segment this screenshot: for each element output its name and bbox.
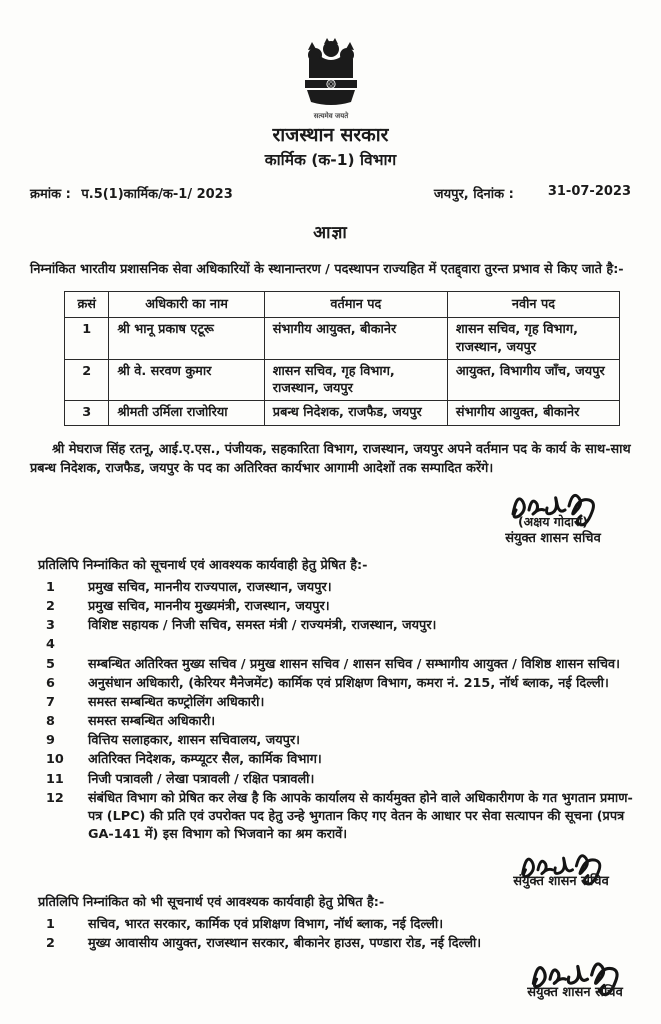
additional-charge-paragraph xyxy=(30,440,635,478)
signatory-designation: संयुक्त शासन सचिव xyxy=(513,874,609,890)
reference-line xyxy=(30,184,631,202)
item-text: अतिरिक्त निदेशक, कम्प्यूटर सैल, कार्मिक विभाग। xyxy=(88,752,322,768)
place-date-group xyxy=(434,184,631,202)
item-text: वित्तिय सलाहकार, शासन सचिवालय, जयपुर। xyxy=(88,733,301,749)
signature-block xyxy=(503,480,603,549)
copy-list-heading: प्रतिलिपि निम्नांकित को भी सूचनार्थ एवं आवश्यक कार्यवाही हेतु प्रेषित है:- xyxy=(38,895,385,911)
col-officer-name: अधिकारी का नाम xyxy=(109,292,264,318)
item-text: सचिव, भारत सरकार, कार्मिक एवं प्रशिक्षण विभाग, नॉर्थ ब्लाक, नई दिल्ली। xyxy=(88,916,444,932)
charge-text-bold: आगामी आदेशों तक xyxy=(323,460,417,476)
item-text: निजी पत्रावली / लेखा पत्रावली / रक्षित पत्रावली। xyxy=(88,771,315,787)
item-number: 8 xyxy=(46,714,55,730)
item-number: 3 xyxy=(46,618,55,634)
reference-label: क्रमांक : xyxy=(30,187,71,203)
cell-new-post: शासन सचिव, गृह विभाग, राजस्थान, जयपुर xyxy=(447,318,619,360)
intro-paragraph: निम्नांकित भारतीय प्रशासनिक सेवा अधिकारियों के स्थानान्तरण / पदस्थापन राज्यहित में एतद्द्वारा तुरन्त प्रभाव से किए जाते है:- xyxy=(30,262,624,278)
cell-serial: 2 xyxy=(65,359,109,401)
table-row xyxy=(65,318,620,360)
copy-list-item xyxy=(46,751,637,769)
item-text xyxy=(88,636,637,654)
copy-list-item xyxy=(46,732,637,750)
col-serial: क्रसं xyxy=(65,292,109,318)
cell-officer-name: श्री भानू प्रकाष एटूरू xyxy=(109,318,264,360)
order-heading: आज्ञा xyxy=(313,223,348,244)
item-number: 1 xyxy=(46,916,55,932)
emblem-motto: सत्यमेव जयते xyxy=(313,112,348,120)
copy-list-item xyxy=(46,675,637,693)
item-text: मुख्य आवासीय आयुक्त, राजस्थान सरकार, बीकानेर हाउस, पण्डारा रोड, नई दिल्ली। xyxy=(88,936,482,952)
item-number: 2 xyxy=(46,936,55,952)
copy-list-item xyxy=(46,771,637,789)
signatory-name: (अक्षय गोदारा) xyxy=(517,514,589,529)
item-number: 11 xyxy=(46,771,64,787)
copy-list-item xyxy=(46,617,637,635)
item-number: 5 xyxy=(46,656,55,672)
copy-list-item xyxy=(46,579,637,597)
copy-list-item xyxy=(46,916,637,934)
copy-list xyxy=(46,579,637,844)
charge-text-post: सम्पादित करेंगे। xyxy=(416,460,494,476)
signatory-designation: संयुक्त शासन सचिव xyxy=(505,531,601,547)
cell-serial: 1 xyxy=(65,318,109,360)
col-current-post: वर्तमान पद xyxy=(264,292,447,318)
table-row xyxy=(65,359,620,401)
signature-block xyxy=(513,841,609,892)
reference-number: प.5(1)कार्मिक/क-1/ 2023 xyxy=(81,187,233,203)
copy-list-item xyxy=(46,656,637,674)
reference-number-group xyxy=(30,184,239,202)
cell-current-post: प्रबन्ध निदेशक, राजफैड, जयपुर xyxy=(264,401,447,425)
item-text: समस्त सम्बन्धित कण्ट्रोलिंग अधिकारी। xyxy=(88,694,265,710)
item-text: प्रमुख सचिव, माननीय मुख्यमंत्री, राजस्थान, जयपुर। xyxy=(88,599,330,615)
document-header xyxy=(0,38,661,170)
copy-list-item xyxy=(46,598,637,616)
item-number: 9 xyxy=(46,733,55,749)
item-text: प्रमुख सचिव, माननीय राज्यपाल, राजस्थान, जयपुर। xyxy=(88,580,332,595)
dept-title: कार्मिक (क-1) विभाग xyxy=(264,150,397,169)
cell-officer-name: श्री वे. सरवण कुमार xyxy=(109,359,264,401)
col-new-post: नवीन पद xyxy=(447,292,619,318)
copy-list-item xyxy=(46,713,637,731)
copy-list-item xyxy=(46,790,637,844)
item-text: सम्बन्धित अतिरिक्त मुख्य सचिव / प्रमुख शासन सचिव / शासन सचिव / सम्भागीय आयुक्त / विशिष्ठ शासन सचिव। xyxy=(88,656,620,672)
item-number: 6 xyxy=(46,675,55,691)
cell-officer-name: श्रीमती उर्मिला राजोरिया xyxy=(109,401,264,425)
signature-block xyxy=(523,948,627,1003)
copy-list-heading: प्रतिलिपि निम्नांकित को सूचनार्थ एवं आवश्यक कार्यवाही हेतु प्रेषित है:- xyxy=(38,558,368,574)
copy-list-item xyxy=(46,636,637,654)
cell-current-post: संभागीय आयुक्त, बीकानेर xyxy=(264,318,447,360)
transfer-table xyxy=(64,291,620,426)
item-number: 4 xyxy=(46,637,55,653)
table-row xyxy=(65,401,620,425)
item-number: 2 xyxy=(46,599,55,615)
charge-text-pre: श्री मेघराज सिंह रतनू, आई.ए.एस., पंजीयक, सहकारिता विभाग, राजस्थान, जयपुर अपने वर्तमान पद के कार्य के साथ-साथ प्रबन्ध निदेशक, राजफैड, जयपुर के पद का अतिरिक्त कार्यभार xyxy=(30,441,631,476)
copy-list-item xyxy=(46,694,637,712)
cell-new-post: आयुक्त, विभागीय जाँच, जयपुर xyxy=(447,359,619,401)
table-header-row xyxy=(65,292,620,318)
item-text: अनुसंधान अधिकारी, (केरियर मैनेजमेंट) कार्मिक एवं प्रशिक्षण विभाग, कमरा नं. 215, नॉर्थ ब्लाक, नई दिल्ली। xyxy=(88,675,609,691)
item-number: 10 xyxy=(46,752,64,768)
cell-current-post: शासन सचिव, गृह विभाग, राजस्थान, जयपुर xyxy=(264,359,447,401)
order-date: 31-07-2023 xyxy=(547,184,631,200)
item-text: संबंधित विभाग को प्रेषित कर लेख है कि आपके कार्यालय से कार्यमुक्त होने वाले अधिकारीगण के गत भुगतान प्रमाण-पत्र (LPC) की प्रति एवं उपरोक्त पद हेतु उन्हे भुगतान किए गए वेतन के आधार पर सेवा सत्यापन की सूचना (प्रपत्र GA-141 में) इस विभाग को भिजवाने का श्रम करावें। xyxy=(88,790,633,843)
item-number: 7 xyxy=(46,694,55,710)
national-emblem-icon xyxy=(296,38,366,122)
signatory-designation: संयुक्त शासन सचिव xyxy=(527,985,623,1001)
cell-new-post: संभागीय आयुक्त, बीकानेर xyxy=(447,401,619,425)
item-text: समस्त सम्बन्धित अधिकारी। xyxy=(88,714,216,730)
place-date-label: जयपुर, दिनांक : xyxy=(433,187,514,203)
item-number: 1 xyxy=(46,580,55,595)
item-text: विशिष्ट सहायक / निजी सचिव, समस्त मंत्री / राज्यमंत्री, राजस्थान, जयपुर। xyxy=(88,618,437,634)
item-number: 12 xyxy=(46,790,64,806)
org-title: राजस्थान सरकार xyxy=(272,124,389,146)
cell-serial: 3 xyxy=(65,401,109,425)
